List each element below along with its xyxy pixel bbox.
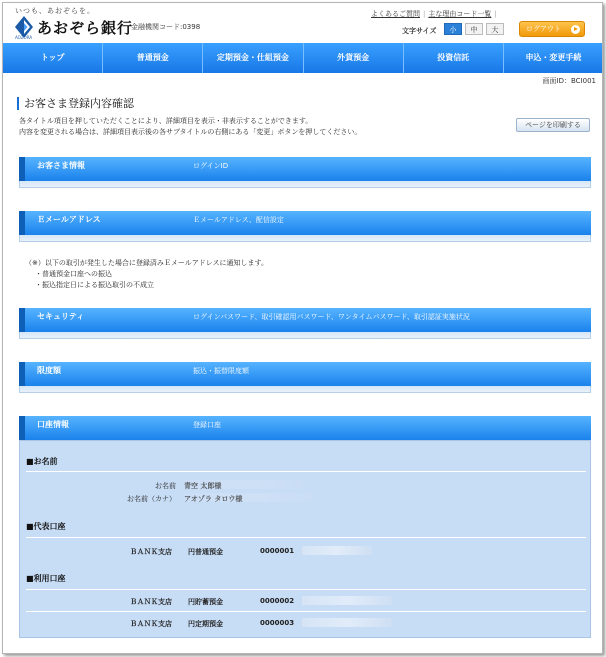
section-footer bbox=[19, 386, 591, 393]
screen-id: 画面ID：BCI001 bbox=[542, 77, 596, 85]
masked-area bbox=[302, 546, 372, 555]
bank-code: 金融機関コード:0398 bbox=[131, 23, 201, 31]
section-summary: 登録口座 bbox=[193, 421, 221, 429]
section-email[interactable] bbox=[19, 211, 591, 235]
masked-area bbox=[302, 618, 392, 627]
account-info-panel bbox=[19, 440, 591, 638]
section-title: Ｅメールアドレス bbox=[37, 215, 101, 224]
use-account-heading: ■利用口座 bbox=[26, 574, 66, 583]
section-title: 口座情報 bbox=[37, 420, 69, 429]
section-tab-marker bbox=[19, 416, 25, 440]
rep-number: 0000001 bbox=[260, 547, 295, 555]
tagline: いつも、あおぞらを。 bbox=[15, 7, 95, 15]
email-notice-item: ・振込指定日による振込取引の不成立 bbox=[35, 281, 154, 289]
email-notice-item: ・普通預金口座への振込 bbox=[35, 270, 112, 278]
divider bbox=[26, 537, 586, 538]
bank-name: あおぞら銀行 bbox=[37, 19, 134, 37]
use-branch: ＢＡＮＫ支店 bbox=[130, 598, 172, 606]
reason-code-link[interactable]: 主な理由コード一覧 bbox=[428, 10, 492, 18]
text-size-medium-button[interactable]: 中 bbox=[465, 23, 483, 35]
rep-type: 円普通預金 bbox=[188, 548, 223, 556]
site-header bbox=[3, 3, 603, 43]
top-links bbox=[371, 9, 500, 19]
logout-label: ログアウト bbox=[526, 25, 561, 33]
section-tab-marker bbox=[19, 308, 25, 332]
section-title: 限度額 bbox=[37, 366, 61, 375]
section-summary: ログインID bbox=[193, 162, 229, 170]
use-branch: ＢＡＮＫ支店 bbox=[130, 620, 172, 628]
nav-foreign-deposit[interactable]: 外貨預金 bbox=[304, 43, 404, 73]
global-nav bbox=[3, 43, 603, 73]
nav-time-deposit[interactable]: 定期預金・仕組預金 bbox=[203, 43, 303, 73]
section-summary: Ｅメールアドレス、配信設定 bbox=[193, 216, 284, 224]
text-size-small-button[interactable]: 小 bbox=[444, 23, 462, 35]
text-size-large-button[interactable]: 大 bbox=[486, 23, 504, 35]
masked-area bbox=[302, 596, 392, 605]
page-title: お客さま登録内容確認 bbox=[17, 97, 134, 110]
use-number: 0000003 bbox=[260, 619, 295, 627]
section-footer bbox=[19, 181, 591, 188]
rep-branch: ＢＡＮＫ支店 bbox=[130, 548, 172, 556]
section-tab-marker bbox=[19, 362, 25, 386]
section-limit[interactable] bbox=[19, 362, 591, 386]
section-customer-info[interactable] bbox=[19, 157, 591, 181]
divider bbox=[26, 589, 586, 590]
browser-frame bbox=[2, 2, 603, 654]
masked-area bbox=[184, 493, 314, 502]
divider bbox=[26, 611, 586, 612]
email-notice-line: （※）以下の取引が発生した場合に登録済みＥメールアドレスに通知します。 bbox=[25, 259, 268, 267]
link-separator: | bbox=[494, 10, 497, 18]
use-type: 円貯蓄預金 bbox=[188, 598, 223, 606]
description-line: 各タイトル項目を押していただくことにより、詳細項目を表示・非表示することができます。 bbox=[19, 117, 313, 125]
use-type: 円定期預金 bbox=[188, 620, 223, 628]
section-security[interactable] bbox=[19, 308, 591, 332]
section-title: お客さま情報 bbox=[37, 161, 85, 170]
nav-top[interactable]: トップ bbox=[3, 43, 103, 73]
arrow-right-icon bbox=[571, 25, 580, 34]
kana-label: お名前（カナ） bbox=[127, 495, 176, 503]
kana-value: アオゾラ タロウ様 bbox=[184, 495, 243, 503]
section-footer bbox=[19, 332, 591, 339]
name-heading: ■お名前 bbox=[26, 457, 58, 466]
section-tab-marker bbox=[19, 157, 25, 181]
name-label: お名前 bbox=[155, 482, 176, 490]
email-notice bbox=[25, 258, 268, 291]
nav-ordinary-deposit[interactable]: 普通預金 bbox=[103, 43, 203, 73]
section-title: セキュリティ bbox=[37, 312, 85, 321]
section-account-info[interactable] bbox=[19, 416, 591, 440]
nav-application[interactable]: 申込・変更手続 bbox=[525, 53, 582, 62]
section-footer bbox=[19, 235, 591, 242]
logo-subtext: AOZORA bbox=[15, 35, 33, 40]
rep-account-heading: ■代表口座 bbox=[26, 522, 66, 531]
section-summary: ログインパスワード、取引確認用パスワード、ワンタイムパスワード、取引認証実施状況 bbox=[193, 313, 470, 321]
text-size-label: 文字サイズ bbox=[402, 27, 437, 35]
logout-button[interactable] bbox=[519, 21, 585, 37]
faq-link[interactable]: よくあるご質問 bbox=[371, 10, 420, 18]
section-summary: 振込・振替限度額 bbox=[193, 367, 249, 375]
nav-investment-trust[interactable]: 投資信託 bbox=[404, 43, 504, 73]
masked-area bbox=[184, 480, 304, 489]
link-separator: | bbox=[423, 10, 426, 18]
page-description bbox=[19, 116, 361, 138]
use-number: 0000002 bbox=[260, 597, 295, 605]
name-value: 青空 太郎様 bbox=[184, 482, 222, 490]
description-line: 内容を変更される場合は、詳細項目表示後の各サブタイトルの右側にある「変更」ボタンを押してください。 bbox=[19, 128, 362, 136]
print-page-button[interactable]: ページを印刷する bbox=[516, 118, 590, 132]
divider bbox=[26, 471, 586, 472]
section-tab-marker bbox=[19, 211, 25, 235]
